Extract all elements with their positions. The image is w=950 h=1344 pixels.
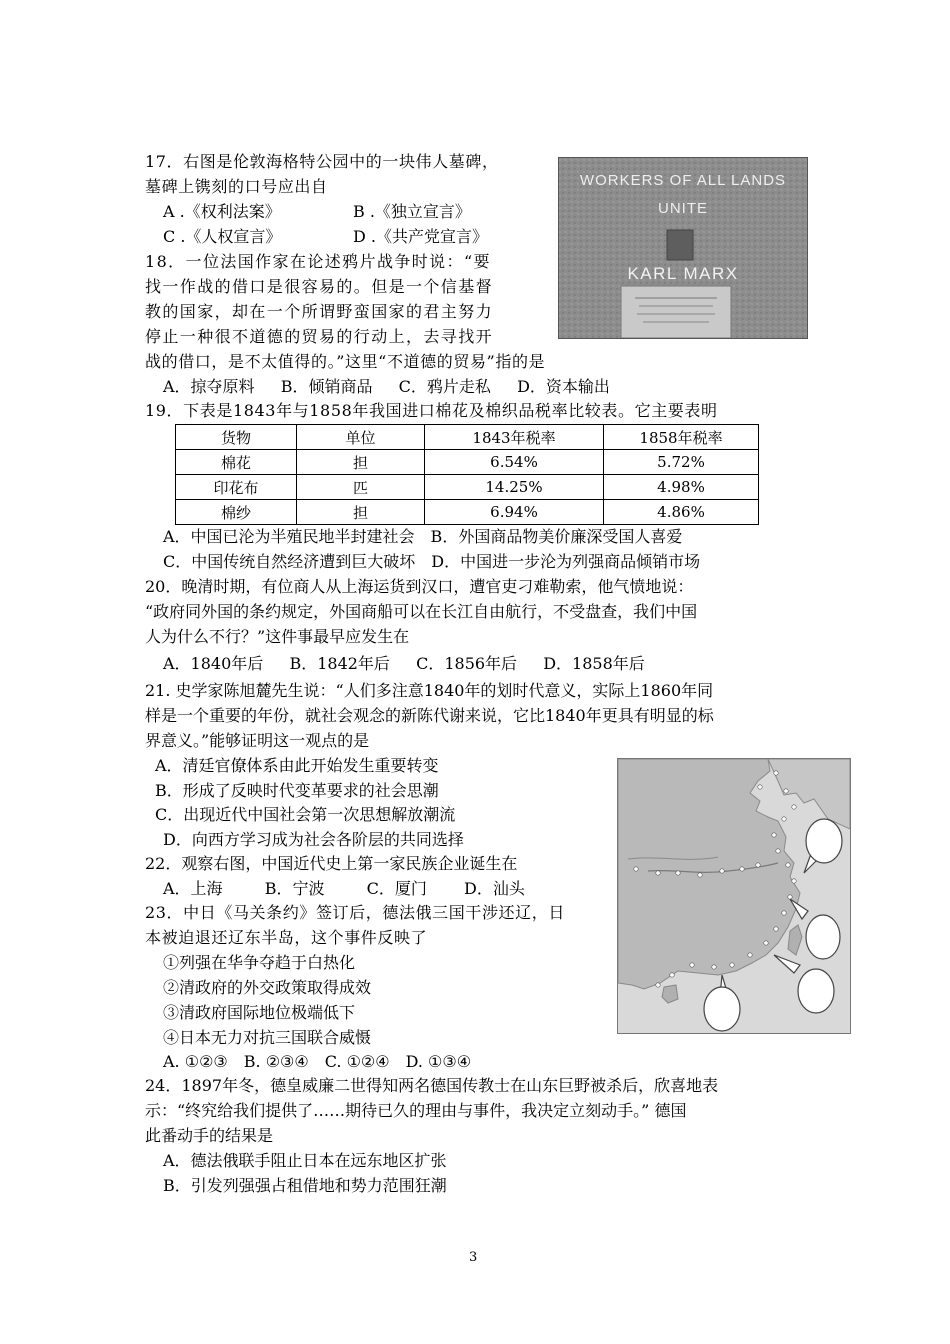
q23-stem-line1: 23．中日《马关条约》签订后，德法俄三国干涉还辽，日	[145, 903, 565, 922]
table-row	[176, 450, 759, 475]
q17-option-c: C .《人权宣言》	[163, 227, 282, 246]
tombstone-text-line2: UNITE	[658, 200, 708, 217]
table-header-row	[176, 425, 759, 450]
table-cell: 6.94%	[425, 500, 604, 525]
q21-option-d: D．向西方学习成为社会各阶层的共同选择	[163, 830, 464, 849]
q18-stem-line2: 找一作战的借口是很容易的。但是一个信基督	[145, 277, 494, 296]
q20-stem-line2: “政府同外国的条约规定，外国商船可以在长江自由航行，不受盘查，我们中国	[145, 602, 698, 621]
q24-stem-line3: 此番动手的结果是	[145, 1126, 274, 1145]
q23-stem-line2: 本被迫退还辽东半岛，这个事件反映了	[145, 928, 428, 947]
q24-option-a: A．德法俄联手阻止日本在远东地区扩张	[163, 1151, 447, 1170]
q18-options: A．掠夺原料 B．倾销商品 C．鸦片走私 D．资本输出	[163, 377, 610, 396]
table-cell: 14.25%	[425, 475, 604, 500]
q20-options: A．1840年后 B．1842年后 C．1856年后 D．1858年后	[163, 654, 645, 673]
q21-stem-line3: 界意义。”能够证明这一观点的是	[145, 731, 370, 750]
table-cell: 棉花	[176, 450, 297, 475]
table-cell: 4.98%	[604, 475, 759, 500]
q22-options: A．上海 B．宁波 C．厦门 D．汕头	[163, 879, 525, 898]
q21-option-c: C．出现近代中国社会第一次思想解放潮流	[155, 805, 456, 824]
tombstone-text-line1: WORKERS OF ALL LANDS	[579, 172, 787, 189]
q24-stem-line2: 示：“终究给我们提供了……期待已久的理由与事件，我决定立刻动手。” 德国	[145, 1101, 687, 1120]
table-cell: 担	[297, 450, 425, 475]
q18-stem-line3: 教的国家，却在一个所谓野蛮国家的君主努力	[145, 302, 494, 321]
q17-stem-line1: 17．右图是伦敦海格特公园中的一块伟人墓碑，	[145, 152, 499, 171]
tombstone-photo	[558, 157, 808, 339]
q21-option-a: A．清廷官僚体系由此开始发生重要转变	[155, 756, 439, 775]
q18-stem-line5: 战的借口，是不太值得的。”这里“不道德的贸易”指的是	[145, 352, 546, 371]
q23-item-1: ①列强在华争夺趋于白热化	[163, 953, 356, 972]
q23-item-4: ④日本无力对抗三国联合威慑	[163, 1028, 372, 1047]
table-cell: 印花布	[176, 475, 297, 500]
q17-option-b: B .《独立宣言》	[353, 202, 471, 221]
q17-stem-line2: 墓碑上镌刻的口号应出自	[145, 177, 328, 196]
q23-item-3: ③清政府国际地位极端低下	[163, 1003, 356, 1022]
q19-options-ab: A．中国已沦为半殖民地半封建社会 B．外国商品物美价廉深受国人喜爱	[163, 527, 683, 546]
table-header-cell: 1843年税率	[425, 425, 604, 450]
q19-options-cd: C．中国传统自然经济遭到巨大破坏 D．中国进一步沦为列强商品倾销市场	[163, 552, 701, 571]
q20-stem-line3: 人为什么不行？”这件事最早应发生在	[145, 627, 410, 646]
table-row	[176, 500, 759, 525]
table-cell: 6.54%	[425, 450, 604, 475]
tariff-table	[175, 424, 759, 525]
table-cell: 5.72%	[604, 450, 759, 475]
q20-stem-line1: 20．晚清时期，有位商人从上海运货到汉口，遭官吏刁难勒索，他气愤地说：	[145, 577, 694, 596]
q21-stem-line2: 样是一个重要的年份，就社会观念的新陈代谢来说，它比1840年更具有明显的标	[145, 706, 714, 725]
q23-options: A. ①②③ B. ②③④ C. ①②④ D. ①③④	[163, 1052, 472, 1071]
q17-option-a: A .《权利法案》	[163, 202, 281, 221]
page-number: 3	[469, 1250, 478, 1265]
q21-option-b: B．形成了反映时代变革要求的社会思潮	[155, 781, 439, 800]
table-header-cell: 货物	[176, 425, 297, 450]
q22-stem: 22．观察右图，中国近代史上第一家民族企业诞生在	[145, 854, 518, 873]
table-header-cell: 单位	[297, 425, 425, 450]
q17-option-d: D .《共产党宣言》	[353, 227, 489, 246]
table-cell: 匹	[297, 475, 425, 500]
q23-item-2: ②清政府的外交政策取得成效	[163, 978, 372, 997]
table-row	[176, 475, 759, 500]
table-cell: 棉纱	[176, 500, 297, 525]
table-cell: 担	[297, 500, 425, 525]
q24-stem-line1: 24．1897年冬，德皇威廉二世得知两名德国传教士在山东巨野被杀后，欣喜地表	[145, 1076, 719, 1095]
china-coast-map	[617, 758, 851, 1034]
q21-stem-line1: 21. 史学家陈旭麓先生说：“人们多注意1840年的划时代意义，实际上1860年同	[145, 681, 714, 700]
q18-stem-line4: 停止一种很不道德的贸易的行动上，去寻找开	[145, 327, 494, 346]
q18-stem-line1: 18．一位法国作家在论述鸦片战争时说：“要	[145, 252, 491, 271]
q24-option-b: B．引发列强强占租借地和势力范围狂潮	[163, 1176, 447, 1195]
table-cell: 4.86%	[604, 500, 759, 525]
table-header-cell: 1858年税率	[604, 425, 759, 450]
q19-stem: 19．下表是1843年与1858年我国进口棉花及棉织品税率比较表。它主要表明	[145, 401, 718, 420]
tombstone-text-line3: KARL MARX	[627, 264, 739, 283]
